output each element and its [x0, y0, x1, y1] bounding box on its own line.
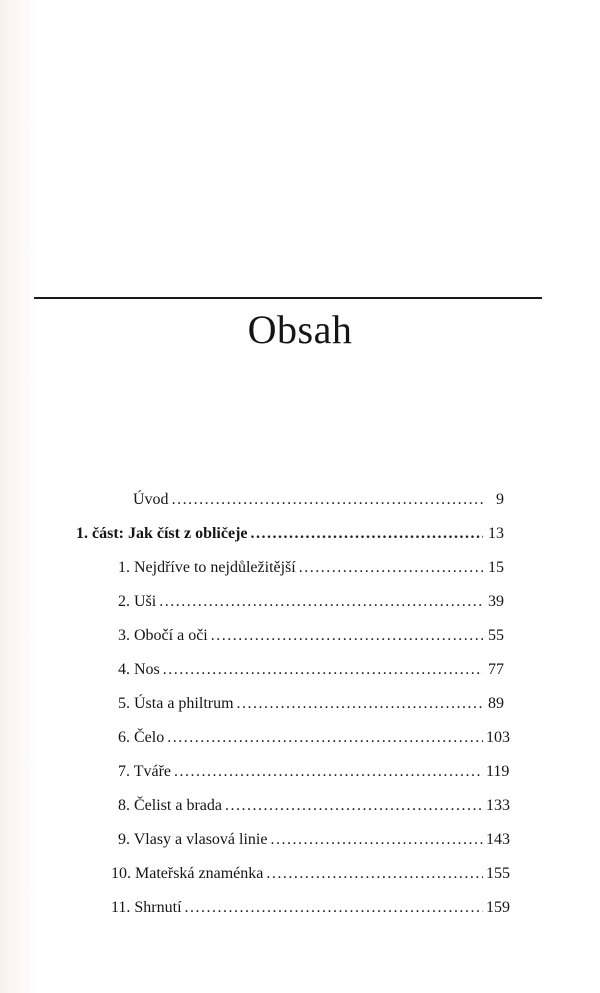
toc-entry-label: 7. Tváře — [118, 763, 172, 780]
toc-entry-label: 1. Nejdříve to nejdůležitější — [118, 559, 296, 576]
toc-entry-label: 6. Čelo — [118, 729, 165, 746]
title-rule — [34, 297, 542, 299]
toc-entry-page: 103 — [486, 729, 510, 746]
toc-entry-page: 39 — [488, 593, 504, 610]
toc-entry-label: 1. část: Jak číst z obličeje — [76, 525, 248, 542]
toc-leader-dots — [174, 761, 483, 783]
toc-leader-dots — [266, 863, 483, 885]
toc-leader-dots — [159, 591, 483, 613]
toc-entry-label: 9. Vlasy a vlasová linie — [118, 831, 268, 848]
toc-entry-page: 143 — [486, 831, 510, 848]
toc-entry-page: 13 — [488, 525, 504, 542]
toc-entry-label: Úvod — [133, 491, 169, 508]
toc-entry-chapter-3 — [0, 625, 600, 659]
toc-entry-page: 55 — [488, 627, 504, 644]
toc-entry-uvod — [0, 489, 600, 523]
toc-leader-dots — [211, 625, 483, 647]
toc-entry-chapter-10 — [0, 863, 600, 897]
toc-entry-chapter-2 — [0, 591, 600, 625]
toc-entry-page: 89 — [488, 695, 504, 712]
toc-leader-dots — [237, 693, 483, 715]
toc-leader-dots — [167, 727, 483, 749]
toc-entry-page: 77 — [488, 661, 504, 678]
toc-entry-label: 10. Mateřská znaménka — [111, 865, 264, 882]
toc-entry-label: 8. Čelist a brada — [118, 797, 222, 814]
toc-entry-page: 155 — [486, 865, 510, 882]
toc-leader-dots — [270, 829, 483, 851]
toc-entry-chapter-4 — [0, 659, 600, 693]
toc-entry-chapter-6 — [0, 727, 600, 761]
toc-entry-page: 133 — [486, 797, 510, 814]
toc-entry-chapter-5 — [0, 693, 600, 727]
toc-entry-page: 159 — [486, 899, 510, 916]
toc-leader-dots — [185, 897, 483, 919]
toc-entry-part-1 — [0, 523, 600, 557]
toc-entry-page: 15 — [488, 559, 504, 576]
toc-entry-chapter-7 — [0, 761, 600, 795]
toc-leader-dots — [163, 659, 483, 681]
toc-entry-label: 2. Uši — [118, 593, 157, 610]
toc-entry-page: 9 — [496, 491, 504, 508]
toc-entry-label: 3. Obočí a oči — [118, 627, 208, 644]
toc-entry-chapter-11 — [0, 897, 600, 931]
toc-entry-label: 4. Nos — [118, 661, 160, 678]
toc-entry-label: 5. Ústa a philtrum — [118, 695, 234, 712]
table-of-contents — [0, 489, 600, 931]
toc-entry-chapter-8 — [0, 795, 600, 829]
toc-leader-dots — [172, 489, 483, 511]
toc-entry-page: 119 — [486, 763, 510, 780]
toc-entry-chapter-9 — [0, 829, 600, 863]
toc-leader-dots — [225, 795, 483, 817]
page-title: Obsah — [247, 307, 353, 352]
toc-entry-label: 11. Shrnutí — [111, 899, 182, 916]
toc-entry-chapter-1 — [0, 557, 600, 591]
toc-leader-dots — [251, 523, 483, 545]
toc-leader-dots — [299, 557, 483, 579]
